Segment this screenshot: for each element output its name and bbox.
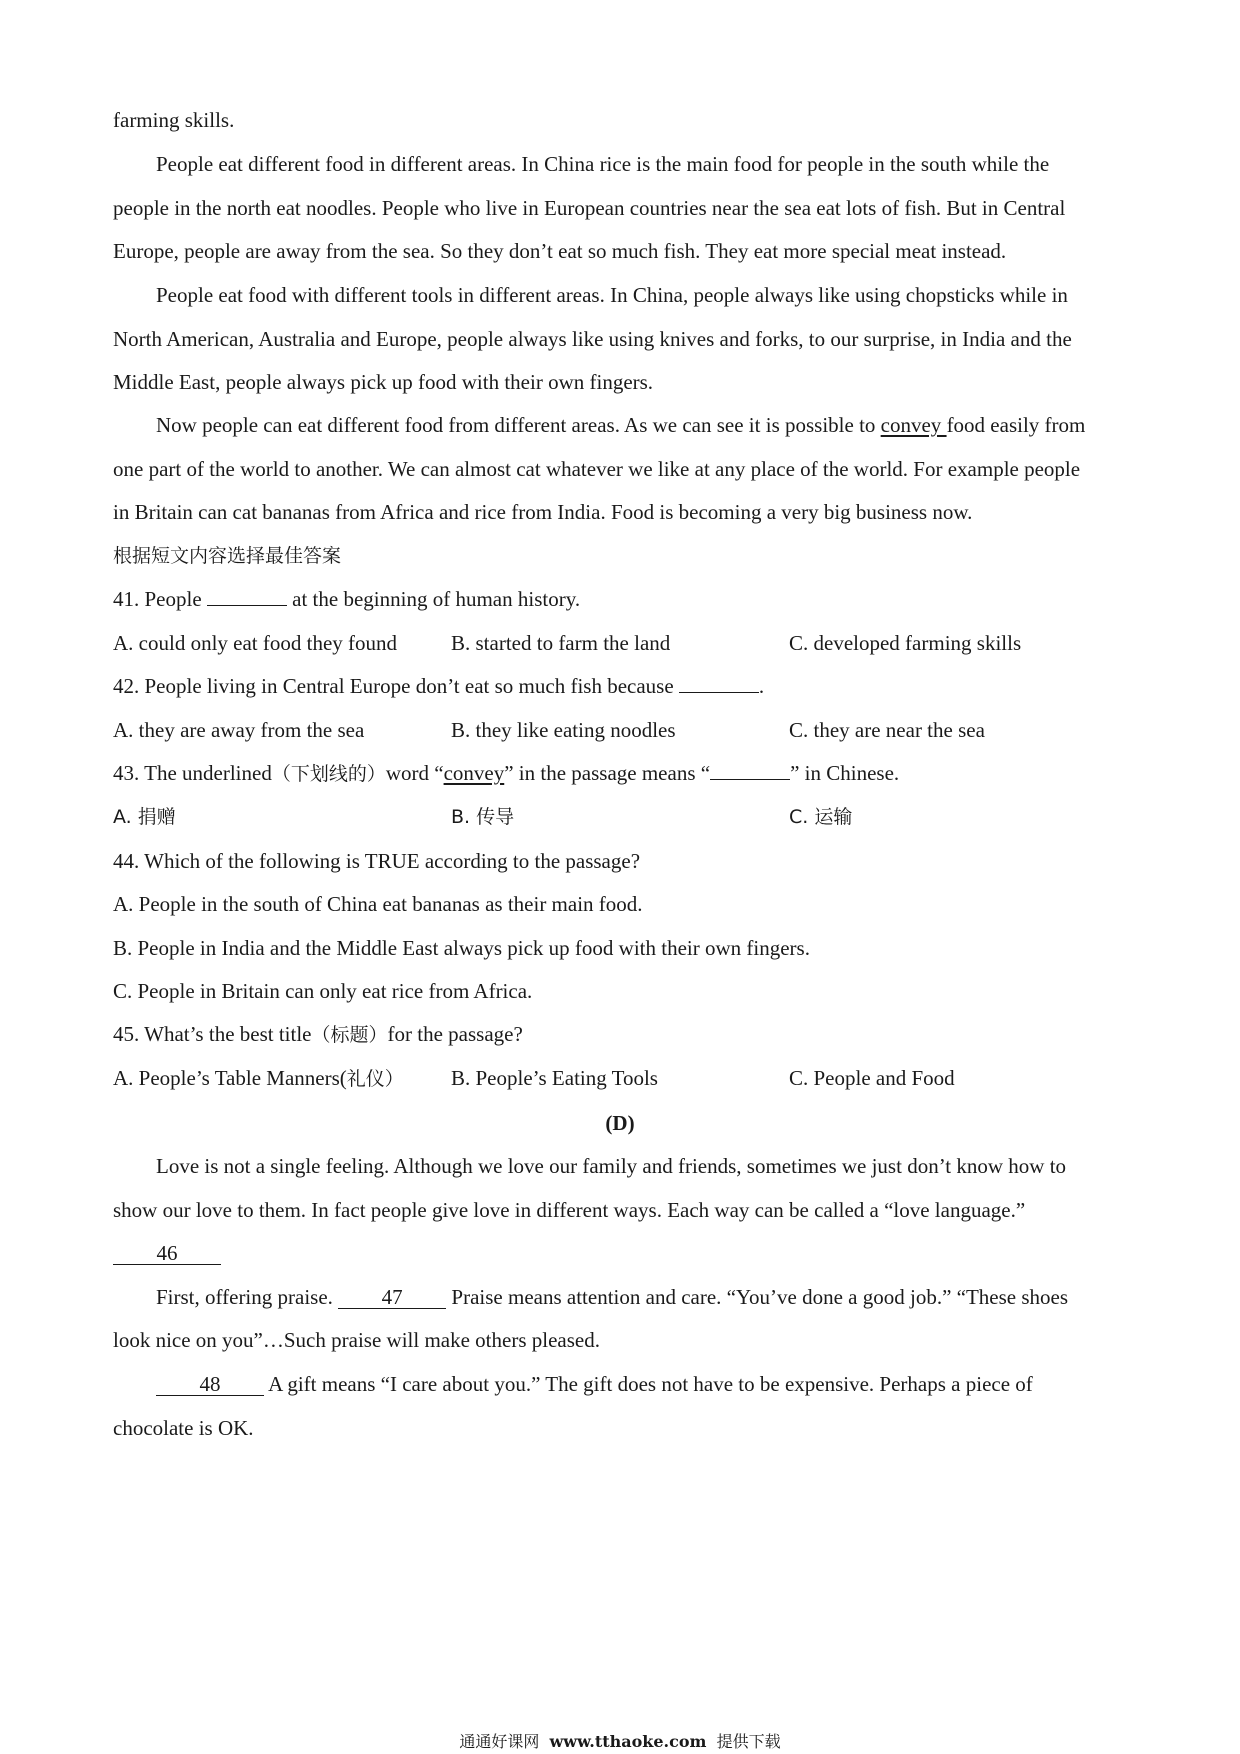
paragraph-line: Europe, people are away from the sea. So they don’t eat so much fish. They eat more special meat instead. [113,239,1007,263]
question-text: ” in the passage means “ [504,761,711,785]
paragraph-line: chocolate is OK. [113,1416,254,1440]
gap-48: 48 [156,1373,264,1396]
answer-blank [207,585,287,606]
paragraph-line: one part of the world to another. We can almost cat whatever we like at any place of the world. For example people [113,457,1081,481]
paragraph-line [113,411,1176,439]
option-b: B. 传导 [451,806,515,828]
underlined-word: convey [443,761,505,785]
text-span: First, offering praise. [156,1285,339,1309]
text-span: food easily from [946,413,1086,437]
option-text: A. People’s Table Manners( [113,1066,347,1090]
option-a: A. People in the south of China eat bananas as their main food. [113,892,643,916]
option-text: ） [384,1068,404,1090]
question-text: word “ [385,761,444,785]
paragraph-line: people in the north eat noodles. People who live in European countries near the sea eat lots of fish. But in Central [113,196,1066,220]
text-span: A gift means “I care about you.” The gift does not have to be expensive. Perhaps a piece of [264,1372,1033,1396]
option-c: C. People and Food [789,1066,955,1090]
option-b: B. People’s Eating Tools [451,1066,658,1090]
option-a: A. 捐赠 [113,806,176,828]
paragraph-line: look nice on you”…Such praise will make others pleased. [113,1328,600,1352]
question-41 [113,585,1133,613]
option-b: B. started to farm the land [451,631,671,655]
option-b: B. People in India and the Middle East always pick up food with their own fingers. [113,936,810,960]
paragraph-line: in Britain can cat bananas from Africa and rice from India. Food is becoming a very big business now. [113,500,973,524]
question-42 [113,672,1133,700]
option-a: A. they are away from the sea [113,718,365,742]
gap-46: 46 [113,1242,221,1265]
question-text-cn: （标题） [311,1024,388,1046]
gap-line [113,1239,1133,1267]
question-44: 44. Which of the following is TRUE according to the passage? [113,849,641,873]
paragraph-line: People eat different food in different areas. In China rice is the main food for people in the south while the [156,152,1050,176]
question-45 [113,1020,1133,1049]
text-span: Praise means attention and care. “You’ve done a good job.” “These shoes [446,1285,1069,1309]
footer-suffix: 提供下载 [716,1732,781,1751]
footer-site: 通通好课网 [459,1732,540,1751]
question-text: for the passage? [387,1022,523,1046]
paragraph-line: Love is not a single feeling. Although we love our family and friends, sometimes we just don’t know how to [156,1154,1067,1178]
option-c: C. developed farming skills [789,631,1022,655]
footer-url[interactable]: www.tthaoke.com [549,1732,707,1751]
paragraph-line: People eat food with different tools in different areas. In China, people always like using chopsticks while in [156,283,1068,307]
underlined-word: convey [880,413,947,437]
answer-blank [679,672,759,693]
text-span: Now people can eat different food from different areas. As we can see it is possible to [156,413,881,437]
question-text: 42. People living in Central Europe don’t eat so much fish because [113,674,679,698]
answer-blank [710,759,790,780]
option-a: A. could only eat food they found [113,631,398,655]
page-footer [0,1732,1240,1752]
section-heading: (D) [605,1111,635,1135]
question-text: at the beginning of human history. [286,587,581,611]
instruction-text: 根据短文内容选择最佳答案 [113,545,342,567]
paragraph-line: show our love to them. In fact people give love in different ways. Each way can be called a “love language.” [113,1198,1026,1222]
option-c: C. 运输 [789,806,853,828]
question-text-cn: （下划线的） [271,763,386,785]
paragraph-line [113,1283,1176,1311]
option-c: C. they are near the sea [789,718,985,742]
paragraph-line: Middle East, people always pick up food with their own fingers. [113,370,654,394]
paragraph-line: farming skills. [113,108,235,132]
question-text: 43. The underlined [113,761,272,785]
question-43 [113,759,1133,788]
option-text-cn: 礼仪 [346,1068,385,1090]
question-text: . [758,674,765,698]
paragraph-line: North American, Australia and Europe, people always like using knives and forks, to our surprise, in India and the [113,327,1072,351]
paragraph-line [113,1370,1176,1398]
option-b: B. they like eating noodles [451,718,676,742]
option-c: C. People in Britain can only eat rice from Africa. [113,979,533,1003]
question-text: 41. People [113,587,207,611]
gap-47: 47 [338,1286,446,1309]
question-text: ” in Chinese. [790,761,900,785]
question-text: 45. What’s the best title [113,1022,312,1046]
